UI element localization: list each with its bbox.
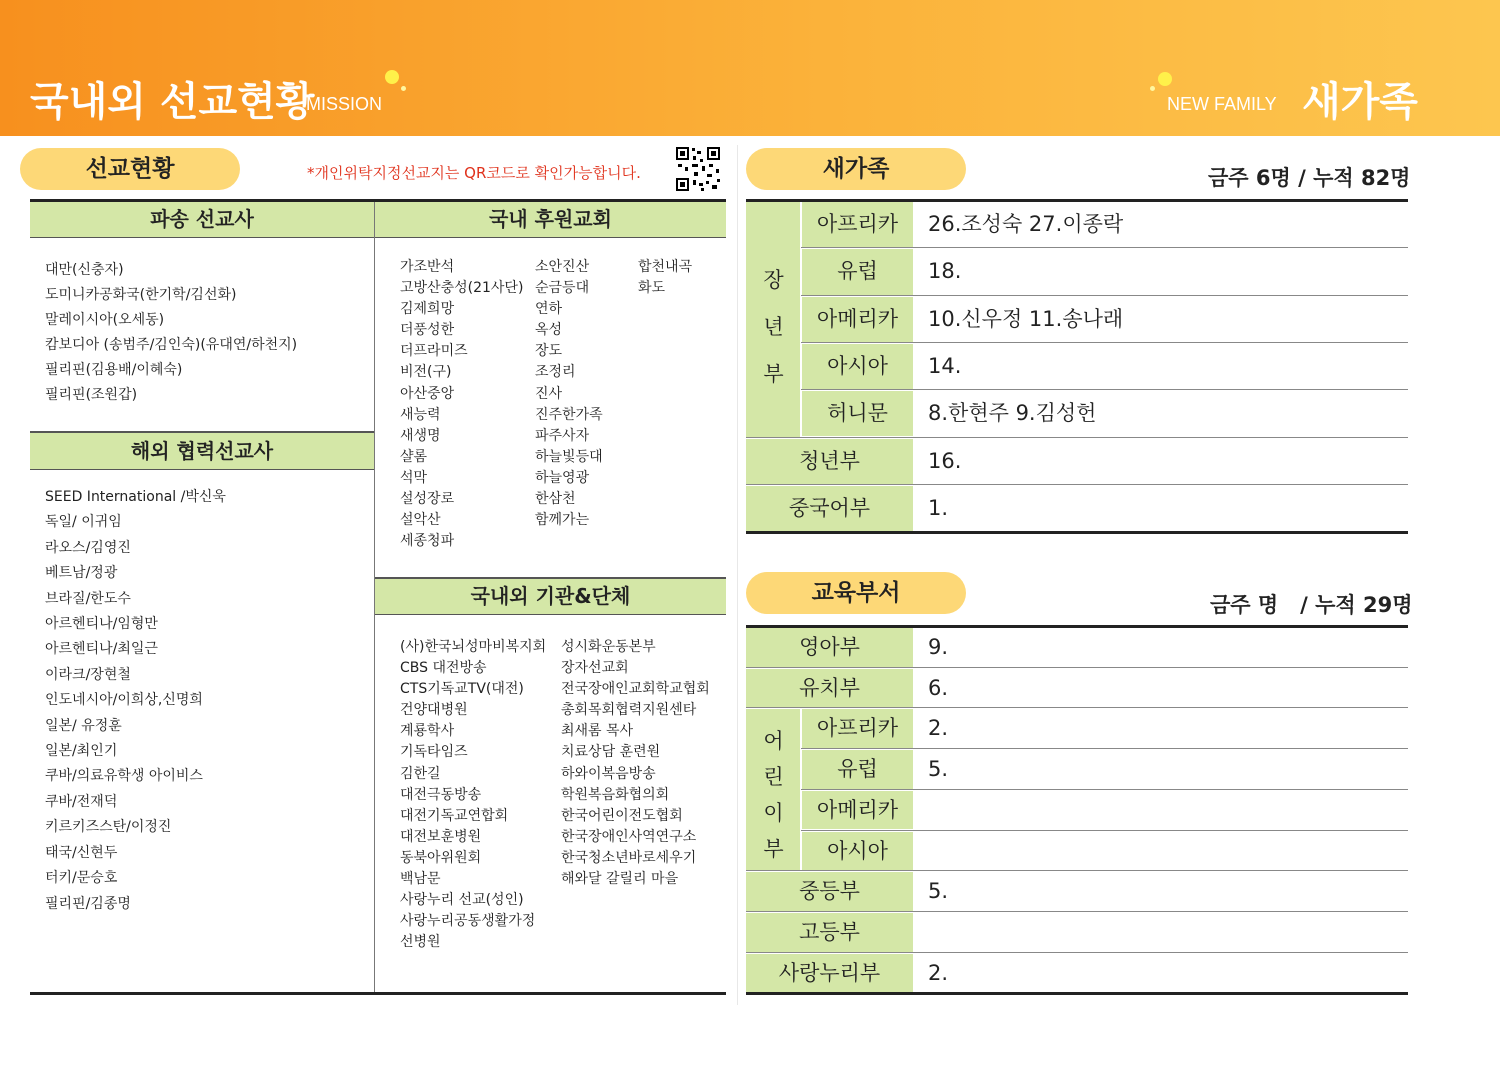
list-item: 총회목회협력지원센타 <box>561 702 697 719</box>
row-label: 고등부 <box>746 913 913 952</box>
newfamily-summary: 금주 6명 / 누적 82명 <box>1208 166 1411 190</box>
org-list-2 <box>561 637 710 890</box>
list-item: 한삼천 <box>535 491 576 508</box>
list-item: 기독타임즈 <box>400 744 468 761</box>
list-item: 해와달 갈릴리 마을 <box>561 871 679 888</box>
row-label: 아메리카 <box>802 297 913 342</box>
dot-small-icon <box>1150 86 1155 91</box>
table-bottom-rule <box>746 531 1408 534</box>
row-rule <box>801 830 1408 831</box>
row-rule <box>746 437 1408 438</box>
list-item: 아르헨티나/최일근 <box>45 641 158 658</box>
list-item: 필리핀(조원갑) <box>45 387 138 403</box>
row-rule <box>746 911 1408 912</box>
education-pill: 교육부서 <box>746 572 966 614</box>
list-item: 일본/ 유정훈 <box>45 717 122 734</box>
table-bottom-rule <box>746 992 1408 995</box>
row-label: 허니문 <box>802 391 913 436</box>
list-item: 조정리 <box>535 364 576 381</box>
list-item: 성시화운동본부 <box>561 639 656 655</box>
header-rule <box>30 237 726 238</box>
domestic-church-list-1 <box>400 257 523 552</box>
list-item: 한국어린이전도협회 <box>561 807 683 824</box>
list-item: 대전극동방송 <box>400 786 482 803</box>
list-item: 장자선교회 <box>561 660 629 677</box>
list-item: 쿠바/전재덕 <box>45 793 118 810</box>
row-value: 26.조성숙 27.이종락 <box>928 212 1124 236</box>
row-value: 9. <box>928 635 949 659</box>
org-bottom-rule <box>375 614 726 615</box>
list-item: 독일/ 이귀임 <box>45 514 122 531</box>
row-label: 아프리카 <box>802 202 913 247</box>
list-item: 석막 <box>400 469 428 486</box>
row-value: 5. <box>928 879 949 904</box>
list-item: 한국청소년바로세우기 <box>561 849 697 866</box>
row-rule <box>746 667 1408 668</box>
list-item: 진주한가족 <box>535 406 603 423</box>
list-item: 베트남/정광 <box>45 565 118 582</box>
row-label: 유럽 <box>802 750 913 789</box>
list-item: 사랑누리 선교(성인) <box>400 892 524 909</box>
qr-code-icon[interactable] <box>674 145 722 193</box>
list-item: 캄보디아 (송범주/김인숙)(유대연/하천지) <box>45 337 298 353</box>
row-value: 5. <box>928 757 949 782</box>
list-item: 샬롬 <box>400 448 428 465</box>
row-value: 10.신우정 11.송나래 <box>928 306 1124 331</box>
row-label: 아프리카 <box>802 709 913 748</box>
education-summary: 금주 명 / 누적 29명 <box>1210 593 1413 617</box>
group-label-char: 장 <box>763 268 784 292</box>
list-item: 설악산 <box>400 512 441 529</box>
list-item: 인도네시아/이희상,신명희 <box>45 692 203 709</box>
list-item: 한국장애인사역연구소 <box>561 828 697 845</box>
list-item: 아산중앙 <box>400 385 455 402</box>
newfamily-subtitle: NEW FAMILY <box>1167 94 1277 114</box>
list-item: 파주사자 <box>535 427 590 444</box>
group-label-char: 어 <box>763 729 784 754</box>
row-rule <box>801 247 1408 248</box>
list-item: 말레이시아(오세동) <box>45 312 165 328</box>
list-item: 하늘빛등대 <box>535 448 603 465</box>
list-item: 쿠바/의료유학생 아이비스 <box>45 768 203 785</box>
list-item: 비전(구) <box>400 364 452 381</box>
row-label: 청년부 <box>746 439 913 484</box>
domestic-church-list-2 <box>535 257 603 531</box>
dot-icon <box>1158 72 1172 86</box>
list-item: 더프라미즈 <box>400 343 468 360</box>
row-value: 14. <box>928 353 962 378</box>
list-item: 최새롬 목사 <box>561 723 634 740</box>
mission-title: 국내외 선교현황 <box>30 79 315 125</box>
list-item: 합천내곡 <box>638 259 693 275</box>
list-item: 일본/최인기 <box>45 743 118 760</box>
row-value: 1. <box>928 495 949 520</box>
list-item: 선병원 <box>400 934 441 951</box>
dot-icon <box>385 70 399 84</box>
list-item: 키르키즈스탄/이정진 <box>45 819 172 836</box>
row-rule <box>746 870 1408 871</box>
list-item: 진사 <box>535 385 563 402</box>
domestic-church-header: 국내 후원교회 <box>375 202 726 237</box>
list-item: 김한길 <box>400 765 441 782</box>
newfamily-title: 새가족 <box>1302 79 1418 125</box>
row-value: 2. <box>928 716 949 741</box>
row-value: 18. <box>928 259 962 284</box>
row-value: 16. <box>928 448 962 473</box>
list-item: 이라크/장현철 <box>45 666 131 683</box>
list-item: 계룡학사 <box>400 723 455 740</box>
row-rule <box>801 789 1408 790</box>
row-label: 사랑누리부 <box>746 954 913 993</box>
row-label: 중국어부 <box>746 486 913 531</box>
mission-bottom-rule <box>30 992 726 995</box>
coop-missionary-header: 해외 협력선교사 <box>30 433 374 469</box>
coop-bottom-rule <box>30 469 374 470</box>
list-item: (사)한국뇌성마비복지회 <box>400 639 547 655</box>
list-item: 소안진산 <box>535 259 590 275</box>
row-rule <box>801 295 1408 296</box>
list-item: 하늘영광 <box>535 469 590 486</box>
list-item: 하와이복음방송 <box>561 765 656 782</box>
row-value: 2. <box>928 960 949 985</box>
group-label-char: 린 <box>763 765 784 790</box>
group-label-char: 년 <box>763 315 784 339</box>
row-rule <box>801 389 1408 390</box>
list-item: 학원복음화협의회 <box>561 786 670 803</box>
list-item: 옥성 <box>535 322 563 339</box>
list-item: 브라질/한도수 <box>45 590 131 607</box>
coop-missionary-list <box>45 485 226 917</box>
list-item: 대만(신충자) <box>45 262 124 278</box>
org-header: 국내외 기관&단체 <box>375 579 726 614</box>
group-label-char: 이 <box>763 801 784 826</box>
dot-small-icon <box>401 86 406 91</box>
list-item: 함께가는 <box>535 512 590 529</box>
list-item: 도미니카공화국(한기학/김선화) <box>45 287 237 303</box>
newfamily-pill: 새가족 <box>746 148 966 190</box>
sent-missionary-header: 파송 선교사 <box>30 202 374 237</box>
list-item: SEED International /박신욱 <box>45 489 226 505</box>
list-item: 순금등대 <box>535 280 590 297</box>
row-rule <box>746 707 1408 708</box>
list-item: 화도 <box>638 280 666 297</box>
list-item: CBS 대전방송 <box>400 660 487 677</box>
row-rule <box>801 342 1408 343</box>
list-item: 더풍성한 <box>400 322 455 339</box>
group-label-char: 부 <box>763 837 784 862</box>
row-label: 아메리카 <box>802 791 913 830</box>
list-item: 아르헨티나/임형만 <box>45 616 158 633</box>
list-item: 새생명 <box>400 427 441 444</box>
list-item: 필리핀/김종명 <box>45 895 131 912</box>
group-label-char: 부 <box>763 362 784 386</box>
list-item: 건양대병원 <box>400 702 468 719</box>
list-item: 사랑누리공동생활가정 <box>400 913 536 930</box>
mission-subtitle: MISSION <box>306 94 383 114</box>
mission-status-pill: 선교현황 <box>20 148 240 190</box>
list-item: 태국/신현두 <box>45 844 118 861</box>
domestic-church-list-3 <box>638 257 692 299</box>
list-item: 백남문 <box>400 871 441 888</box>
list-item: 대전기독교연합회 <box>400 807 509 824</box>
page-divider <box>737 145 738 1005</box>
list-item: 터키/문승호 <box>45 870 118 887</box>
row-value: 6. <box>928 675 949 700</box>
list-item: 연하 <box>535 301 563 318</box>
list-item: 치료상담 훈련원 <box>561 744 661 761</box>
list-item: 세종청파 <box>400 533 455 550</box>
list-item: CTS기독교TV(대전) <box>400 681 524 698</box>
list-item: 동북아위원회 <box>400 849 482 866</box>
row-label: 중등부 <box>746 872 913 911</box>
list-item: 라오스/김영진 <box>45 539 131 556</box>
row-value: 8.한현주 9.김성헌 <box>928 401 1097 426</box>
list-item: 대전보훈병원 <box>400 828 482 845</box>
list-item: 고방산충성(21사단) <box>400 280 524 297</box>
row-label: 아시아 <box>802 344 913 389</box>
row-rule <box>801 748 1408 749</box>
row-rule <box>746 952 1408 953</box>
org-list-1 <box>400 637 546 953</box>
row-label: 아시아 <box>802 832 913 871</box>
row-label: 영아부 <box>746 628 913 667</box>
row-label: 유치부 <box>746 669 913 708</box>
list-item: 새능력 <box>400 406 441 423</box>
sent-missionary-list <box>45 258 297 408</box>
list-item: 김제희망 <box>400 301 455 318</box>
list-item: 설성장로 <box>400 491 455 508</box>
list-item: 필리핀(김용배/이혜숙) <box>45 362 183 378</box>
qr-note: *개인위탁지정선교지는 QR코드로 확인가능합니다. <box>307 164 641 182</box>
list-item: 가조반석 <box>400 259 455 275</box>
list-item: 장도 <box>535 343 563 360</box>
list-item: 전국장애인교회학교협회 <box>561 681 710 698</box>
row-rule <box>746 484 1408 485</box>
row-label: 유럽 <box>802 249 913 294</box>
